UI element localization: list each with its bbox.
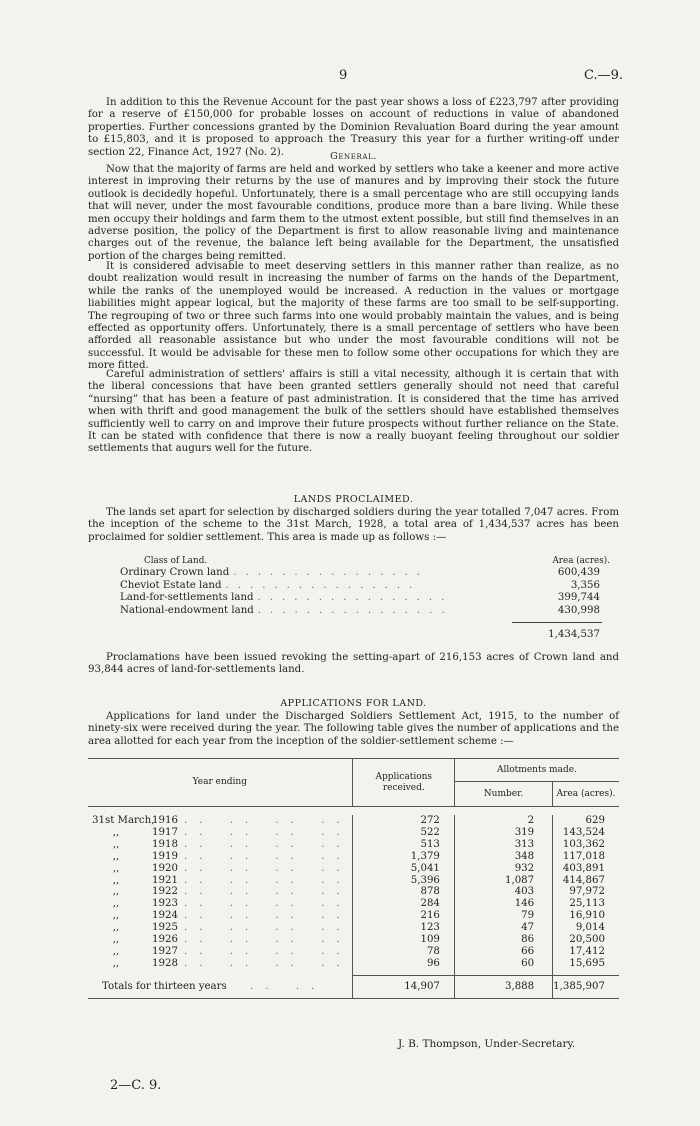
leader-dots: .. .. .. .. <box>184 874 352 886</box>
allotments-area-value: 9,014 <box>553 922 619 934</box>
month-label: ,, <box>112 922 120 934</box>
applications-table-body <box>88 807 619 970</box>
month-label: ,, <box>112 945 120 957</box>
year-cell <box>88 851 352 863</box>
allotments-number-value: 86 <box>454 934 552 946</box>
year-cell <box>88 827 352 839</box>
allotments-number-value: 2 <box>454 815 552 827</box>
allotments-number-value: 932 <box>454 863 552 875</box>
leader-dots: .. .. .. .. <box>184 945 352 957</box>
leader-dots: .. .. .. .. <box>184 850 352 862</box>
year-cell <box>88 958 352 970</box>
lands-row <box>120 605 600 617</box>
year-value: 1921 <box>152 874 178 886</box>
total-rule <box>512 622 602 623</box>
year-value: 1927 <box>152 945 178 957</box>
land-area-value: 600,439 <box>557 567 600 579</box>
month-label: ,, <box>112 934 120 946</box>
leader-dots: ................ <box>225 579 422 591</box>
area-header: Area (acres). <box>552 556 610 566</box>
page-number: 9 <box>339 68 348 83</box>
year-value: 1920 <box>152 862 178 874</box>
year-cell <box>88 910 352 922</box>
year-ending-header: Year ending <box>88 759 352 807</box>
year-cell <box>88 815 352 827</box>
leader-dots: .. .. .. .. <box>184 934 352 946</box>
document-reference: C.—9. <box>583 68 623 83</box>
allotments-number-value: 403 <box>454 886 552 898</box>
allotments-made-header: Allotments made. <box>454 759 619 782</box>
applications-value: 522 <box>352 827 454 839</box>
lands-total-line <box>120 629 600 641</box>
application-row <box>88 851 619 863</box>
month-label: ,, <box>112 874 120 886</box>
leader-dots: .. .. .. .. <box>184 922 352 934</box>
applications-value: 78 <box>352 946 454 958</box>
year-value: 1919 <box>152 850 178 862</box>
application-row <box>88 910 619 922</box>
allotments-area-value: 97,972 <box>553 886 619 898</box>
month-label: ,, <box>112 838 120 850</box>
leader-dots: .. .. .. .. <box>184 838 352 850</box>
year-value: 1925 <box>152 922 178 934</box>
lands-row <box>120 592 600 604</box>
month-label: ,, <box>112 898 120 910</box>
allotments-area-value: 117,018 <box>553 851 619 863</box>
general-paragraph-2: It is considered advisable to meet deserving settlers in this manner rather than realize, as no doubt realization would result in increasing the number of farms on the hands of the Department, while the ranks of the unemployed would be increased. A reduction in the values or mortgage liabilities might appear logical, but the majority of these farms are too small to be self-supporting. The regrouping of two or three such farms into one would probably maintain the values, and is being effected as opportunity offers. Unfortunately, there is a small percentage of settlers who have been afforded all reasonable assistance but who under the most favourable conditions will not be successful. It would be advisable for these men to follow some other occupations for which they are more fitted. <box>88 261 619 372</box>
month-label: ,, <box>112 826 120 838</box>
month-label: ,, <box>112 886 120 898</box>
year-value: 1918 <box>152 838 178 850</box>
land-area-value: 430,998 <box>557 604 600 616</box>
allotments-area-value: 25,113 <box>553 898 619 910</box>
applications-value: 96 <box>352 958 454 970</box>
applications-value: 216 <box>352 910 454 922</box>
year-value: 1928 <box>152 957 178 969</box>
allotments-area-value: 15,695 <box>553 958 619 970</box>
general-paragraph-3: Careful administration of settlers' affairs is still a vital necessity, although it is certain that with the liberal concessions that have been granted settlers generally should not need that careful “nursing” that has been a feature of past administration. It is considered that the time has arrived when with thrift and good management the bulk of the settlers should have established themselves sufficiently well to carry on and improve their future prospects without further reliance on the State. It can be stated with confidence that there is now a really buoyant feeling throughout our soldier settlements that augurs well for the future. <box>88 369 619 455</box>
allotments-number-value: 66 <box>454 946 552 958</box>
applications-table <box>88 758 619 999</box>
number-header: Number. <box>454 782 552 807</box>
totals-label-cell <box>88 976 352 998</box>
lands-row <box>120 567 600 579</box>
leader-dots: .. .. .. .. <box>184 957 352 969</box>
allotments-area-value: 17,412 <box>553 946 619 958</box>
application-row <box>88 827 619 839</box>
leader-dots: .. .. .. .. <box>184 886 352 898</box>
month-label: ,, <box>112 850 120 862</box>
allotments-number-value: 313 <box>454 839 552 851</box>
application-row <box>88 863 619 875</box>
year-value: 1916 <box>152 815 178 826</box>
applications-value: 5,041 <box>352 863 454 875</box>
leader-dots: ................ <box>233 567 430 579</box>
application-row <box>88 946 619 958</box>
leader-dots: .. .. .. .. <box>184 910 352 922</box>
area-acres-header: Area (acres). <box>553 782 619 807</box>
allotments-number-value: 319 <box>454 827 552 839</box>
year-value: 1926 <box>152 934 178 946</box>
general-heading: General. <box>330 151 377 162</box>
year-cell <box>88 946 352 958</box>
application-row <box>88 839 619 851</box>
leader-dots: .. .. .. .. <box>184 815 352 826</box>
allotments-number-value: 348 <box>454 851 552 863</box>
application-row <box>88 958 619 970</box>
leader-dots: ................ <box>257 604 454 616</box>
year-cell <box>88 839 352 851</box>
allotments-area-value: 16,910 <box>553 910 619 922</box>
lands-proclaimed-paragraph: The lands set apart for selection by discharged soldiers during the year totalled 7,047 acres. From the inception of the scheme to the 31st March, 1928, a total area of 1,434,537 acres has been proclaimed for soldier settlement. This area is made up as follows :— <box>88 507 619 543</box>
lands-proclaimed-heading: LANDS PROCLAIMED. <box>293 494 414 505</box>
applications-value: 284 <box>352 898 454 910</box>
year-cell <box>88 886 352 898</box>
lands-row <box>120 580 600 592</box>
intro-paragraph: In addition to this the Revenue Account for the past year shows a loss of £223,797 after providing for a reserve of £150,000 for probable losses on account of reductions in value of abandoned properties. Further concessions granted by the Dominion Revaluation Board during the year amount to £15,803, and it is proposed to approach the Treasury this year for a further writing-off under section 22, Finance Act, 1927 (No. 2). <box>88 97 619 158</box>
land-area-value: 3,356 <box>570 579 600 591</box>
application-row <box>88 898 619 910</box>
general-paragraph-1: Now that the majority of farms are held and worked by settlers who take a keener and more active interest in improving their returns by the use of manures and by improving their stock the future outlook is decidedly hopeful. Unfortunately, there is a small percentage who are still occupying lands that will never, under the most favourable conditions, produce more than a bare living. While these men occupy their holdings and farm them to the utmost extent possible, but still find themselves in an adverse position, the policy of the Department is first to allow reasonable living and maintenance charges out of the revenue, the balance left being available for the Department, the unsatisfied portion of the charges being remitted. <box>88 164 619 262</box>
leader-dots: .. .. .. .. <box>184 862 352 874</box>
signoff: J. B. Thompson, Under-Secretary. <box>398 1038 576 1050</box>
allotments-number-value: 1,087 <box>454 875 552 887</box>
month-label: ,, <box>112 862 120 874</box>
application-row <box>88 886 619 898</box>
lands-proclaimed-table <box>120 555 610 617</box>
month-label: ,, <box>112 957 120 969</box>
year-cell <box>88 863 352 875</box>
totals-number: 3,888 <box>454 976 552 998</box>
year-cell <box>88 922 352 934</box>
allotments-number-value: 79 <box>454 910 552 922</box>
revocation-paragraph: Proclamations have been issued revoking the setting-apart of 216,153 acres of Crown land and 93,844 acres of land-for-settlements land. <box>88 652 619 676</box>
leader-dots: .. .. .. .. <box>184 826 352 838</box>
allotments-area-value: 103,362 <box>553 839 619 851</box>
lands-table-header <box>120 555 610 567</box>
year-value: 1923 <box>152 898 178 910</box>
allotments-area-value: 20,500 <box>553 934 619 946</box>
year-cell <box>88 898 352 910</box>
lands-total-value: 1,434,537 <box>548 629 600 640</box>
applications-value: 5,396 <box>352 875 454 887</box>
allotments-number-value: 146 <box>454 898 552 910</box>
application-row <box>88 815 619 827</box>
applications-received-header: Applications received. <box>352 759 454 807</box>
application-row <box>88 875 619 887</box>
totals-applications: 14,907 <box>352 976 454 998</box>
year-cell <box>88 875 352 887</box>
applications-heading: APPLICATIONS FOR LAND. <box>280 698 427 709</box>
applications-value: 109 <box>352 934 454 946</box>
lands-total-row <box>120 629 600 641</box>
leader-dots: ................ <box>257 592 454 604</box>
applications-value: 272 <box>352 815 454 827</box>
allotments-area-value: 143,524 <box>553 827 619 839</box>
applications-paragraph: Applications for land under the Discharged Soldiers Settlement Act, 1915, to the number of ninety-six were received during the year. The following table gives the number of applications and the area allotted for each year from the inception of the soldier-settlement scheme :— <box>88 711 619 747</box>
totals-label: Totals for thirteen years <box>102 980 227 992</box>
applications-value: 513 <box>352 839 454 851</box>
month-label: 31st March, <box>92 815 155 826</box>
month-label: ,, <box>112 910 120 922</box>
footer-reference: 2—C. 9. <box>110 1078 162 1093</box>
year-cell <box>88 934 352 946</box>
applications-value: 878 <box>352 886 454 898</box>
land-class-label: Land-for-settlements land <box>120 592 254 604</box>
year-value: 1917 <box>152 826 178 838</box>
totals-area: 1,385,907 <box>553 976 619 998</box>
leader-dots: .. .. .. .. <box>184 898 352 910</box>
application-row <box>88 934 619 946</box>
allotments-area-value: 403,891 <box>553 863 619 875</box>
allotments-number-value: 60 <box>454 958 552 970</box>
applications-value: 123 <box>352 922 454 934</box>
class-of-land-header: Class of Land. <box>144 556 208 566</box>
land-area-value: 399,744 <box>557 592 600 604</box>
allotments-area-value: 629 <box>553 815 619 827</box>
leader-dots: .. .. <box>249 980 327 992</box>
allotments-area-value: 414,867 <box>553 875 619 887</box>
land-class-label: Ordinary Crown land <box>120 567 230 579</box>
year-value: 1924 <box>152 910 178 922</box>
land-class-label: National-endowment land <box>120 604 254 616</box>
application-row <box>88 922 619 934</box>
applications-value: 1,379 <box>352 851 454 863</box>
allotments-number-value: 47 <box>454 922 552 934</box>
land-class-label: Cheviot Estate land <box>120 579 222 591</box>
year-value: 1922 <box>152 886 178 898</box>
